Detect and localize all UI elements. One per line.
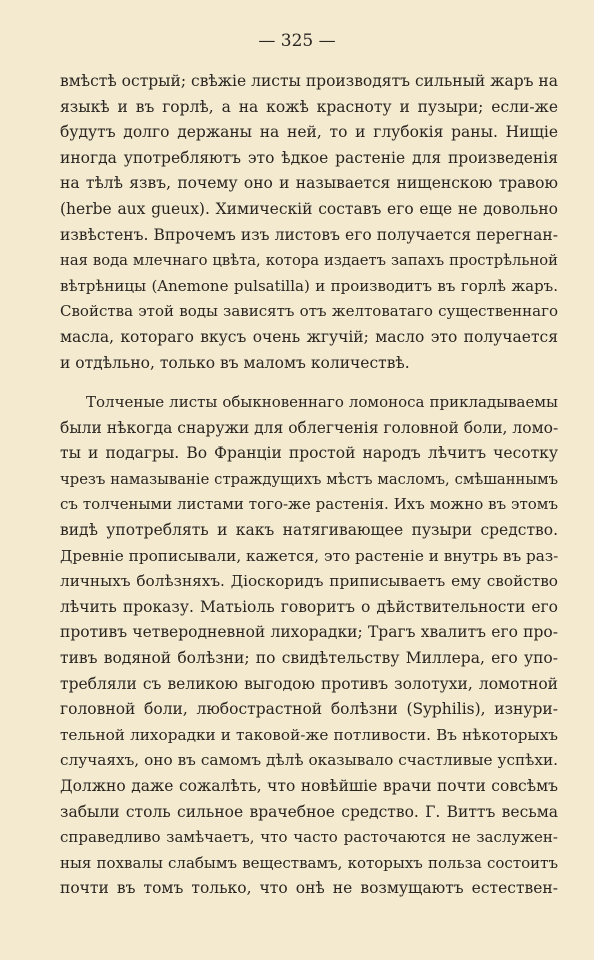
- paragraph-1: [60, 69, 558, 376]
- text-line: личныхъ болѣзняхъ. Діоскоридъ приписываетъ ему свойство: [60, 572, 558, 591]
- text-line: головной боли, любострастной болѣзни (Syphilis), изнури-: [60, 700, 558, 719]
- text-line: вѣтрѣницы (Anemone pulsatilla) и производитъ въ горлѣ жаръ.: [60, 276, 558, 295]
- text-line: масла, котораго вкусъ очень жгучій; масло это получается: [60, 327, 558, 346]
- text-line: противъ четверодневной лихорадки; Трагъ хвалитъ его про-: [60, 623, 558, 642]
- text-line: языкѣ и въ горлѣ, а на кожѣ красноту и пузыри; если-же: [60, 97, 558, 116]
- text-line: видѣ употреблять и какъ натягивающее пузыри средство.: [60, 520, 558, 539]
- text-line: требляли съ великою выгодою противъ золотухи, ломотной: [60, 674, 558, 693]
- text-line: ная вода млечнаго цвѣта, котора издаетъ запахъ прострѣльной: [60, 252, 558, 270]
- text-line: чрезъ намазываніе страждущихъ мѣстъ масломъ, смѣшаннымъ: [60, 470, 558, 488]
- text-line: лѣчить проказу. Матьіоль говоритъ о дѣйствительности его: [60, 597, 558, 616]
- text-line: справедливо замѣчаетъ, что часто расточаются не заслужен-: [60, 828, 558, 847]
- text-line: Толченые листы обыкновеннаго ломоноса прикладываемы: [86, 393, 558, 411]
- text-line: будутъ долго держаны на ней, то и глубокія раны. Нищіе: [60, 123, 558, 142]
- text-line: вмѣстѣ острый; свѣжіе листы производятъ сильный жаръ на: [60, 72, 558, 90]
- text-line: забыли столь сильное врачебное средство. Г. Виттъ весьма: [60, 802, 558, 821]
- paragraph-2: [60, 390, 558, 902]
- text-line: извѣстенъ. Впрочемъ изъ листовъ его получается перегнан-: [60, 225, 558, 244]
- text-line: (herbe aux gueux). Химическій составъ его еще не довольно: [60, 199, 558, 218]
- text-line: Должно даже сожалѣть, что новѣйшіе врачи почти совсѣмъ: [60, 776, 558, 795]
- page-number: — 325 —: [258, 31, 336, 51]
- text-line: были нѣкогда снаружи для облегченія головной боли, ломо-: [60, 418, 558, 437]
- text-line: и отдѣльно, только въ маломъ количествѣ.: [60, 353, 410, 372]
- text-line: почти въ томъ только, что онѣ не возмущаютъ естествен-: [60, 879, 558, 898]
- text-line: тельной лихорадки и таковой-же потливости. Въ нѣкоторыхъ: [60, 725, 558, 744]
- text-line: иногда употребляютъ это ѣдкое растеніе для произведенія: [60, 148, 558, 167]
- text-line: Свойства этой воды зависятъ отъ желтоватаго существеннаго: [60, 302, 558, 321]
- text-line: Древніе прописывали, кажется, это растеніе и внутрь въ раз-: [60, 546, 558, 565]
- text-line: съ толчеными листами того-же растенія. Ихъ можно въ этомъ: [60, 495, 558, 514]
- text-line: на тѣлѣ язвъ, почему оно и называется нищенскою травою: [60, 174, 558, 193]
- text-line: ныя похвалы слабымъ веществамъ, которыхъ польза состоитъ: [60, 853, 558, 872]
- text-line: случаяхъ, оно въ самомъ дѣлѣ оказывало счастливые успѣхи.: [60, 751, 558, 770]
- text-line: тивъ водяной болѣзни; по свидѣтельству Миллера, его упо-: [60, 648, 558, 667]
- text-line: ты и подагры. Во Франціи простой народъ лѣчитъ чесотку: [60, 444, 558, 463]
